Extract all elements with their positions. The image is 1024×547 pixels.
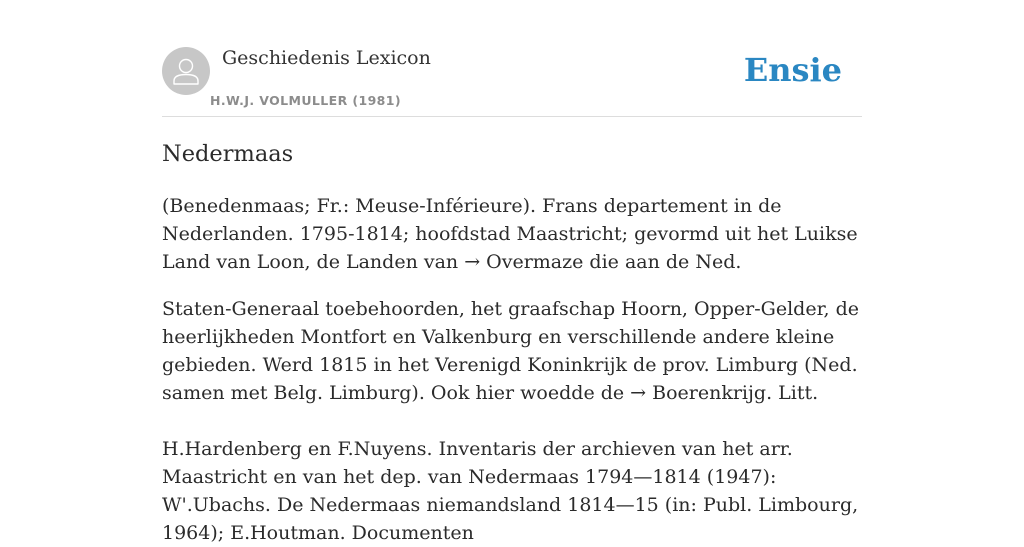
author-byline: H.W.J. VOLMULLER (1981) <box>210 93 401 108</box>
paragraph-text: die aan de Ned. <box>583 251 742 273</box>
paragraph-text: . Litt. <box>766 382 819 404</box>
paragraph-text: (Benedenmaas; Fr.: Meuse-Inférieure). Frans departement in de Nederlanden. 1795-1814; hoofdstad Maastricht; gevormd uit het Luikse Land van Loon, de Landen van <box>162 195 858 273</box>
article-paragraph-3: H.Hardenberg en F.Nuyens. Inventaris der archieven van het arr. Maastricht en van het dep. van Nedermaas 1794—1814 (1947): W'.Ubachs. De Nedermaas niemandsland 1814—15 (in: Publ. Limbourg, 1964); E.Houtman. Documenten <box>162 438 859 544</box>
overmaze-link[interactable]: → Overmaze <box>464 251 584 273</box>
article-paragraph-1 <box>162 192 862 276</box>
boerenkrijg-link[interactable]: → Boerenkrijg <box>630 382 767 404</box>
ensie-logo[interactable]: Ensie <box>743 51 842 89</box>
header <box>162 46 862 117</box>
user-silhouette-icon[interactable] <box>162 47 210 95</box>
book-title-link[interactable]: Geschiedenis Lexicon <box>222 47 431 69</box>
article-paragraph-2 <box>162 295 862 407</box>
article <box>162 138 862 547</box>
article-title: Nedermaas <box>162 141 294 167</box>
paragraph-text: Staten-Generaal toebehoorden, het graafschap Hoorn, Opper-Gelder, de heerlijkheden Montfort en Valkenburg en verschillende andere kleine gebieden. Werd 1815 in het Verenigd Koninkrijk de prov. Limburg (Ned. samen met Belg. Limburg). Ook hier woedde de <box>162 298 860 404</box>
